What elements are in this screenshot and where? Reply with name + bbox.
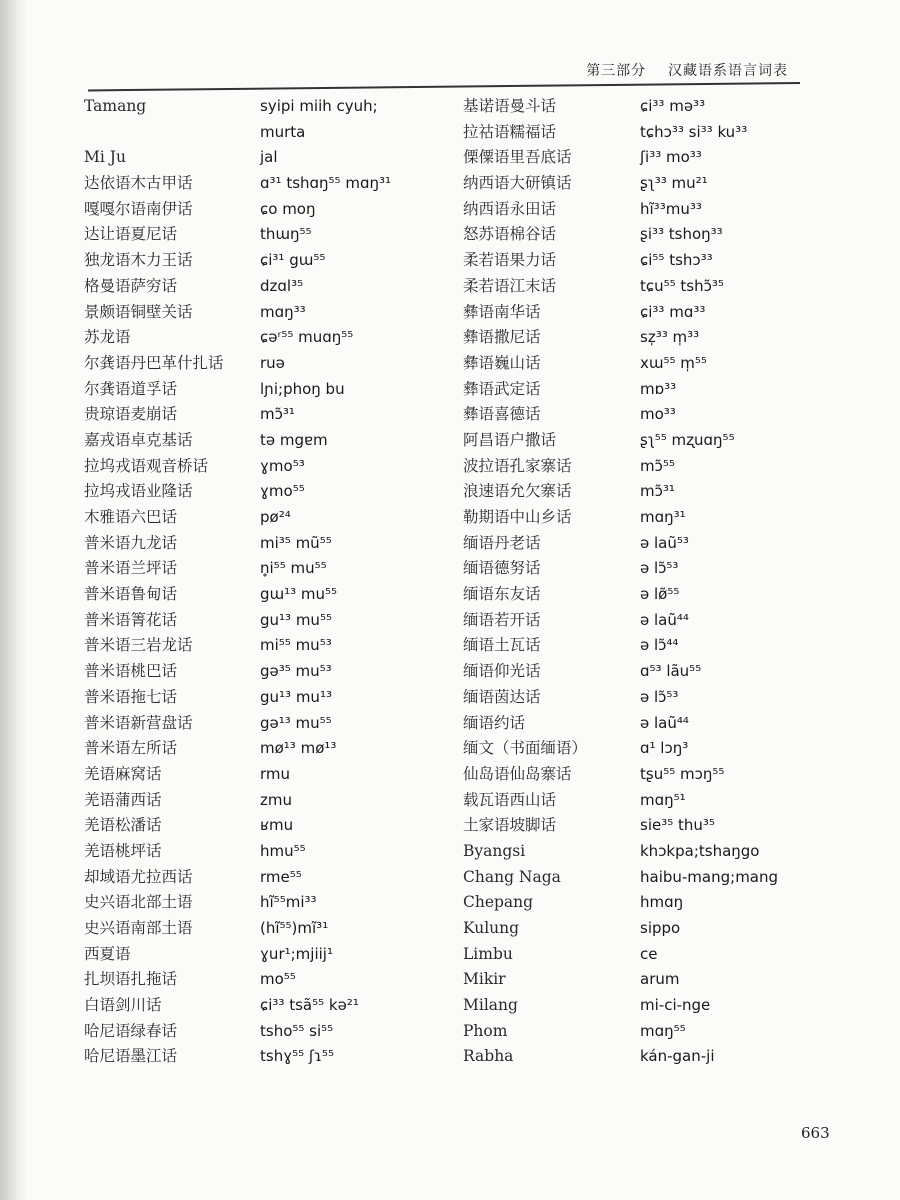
word-form: ə lø̃⁵⁵ (640, 585, 680, 604)
word-form: mɑŋ³¹ (640, 508, 686, 526)
word-form: gu¹³ mu⁵⁵ (260, 610, 332, 629)
header-title: 汉藏语系语言词表 (668, 63, 788, 79)
language-name: 贵琼语麦崩话 (84, 405, 178, 424)
left-language-column (84, 94, 254, 1070)
word-form: ʂʅ³³ mu²¹ (640, 174, 708, 193)
language-name: 土家语坡脚话 (463, 816, 557, 835)
word-form: thɯŋ⁵⁵ (260, 225, 312, 244)
word-form: haibu-mang;mang (640, 867, 779, 886)
language-name: 柔若语江末话 (463, 276, 557, 295)
running-header (586, 60, 788, 80)
language-name: 纳西语大研镇话 (463, 174, 572, 193)
language-name: 彝语南华话 (463, 302, 541, 321)
language-name: 格曼语萨穷话 (84, 276, 178, 295)
word-form: zmu (260, 790, 292, 809)
language-name: 缅语仰光话 (463, 662, 541, 681)
language-name: 哈尼语墨江话 (84, 1047, 178, 1066)
word-form: ɣmo⁵⁵ (260, 482, 305, 501)
language-name: 缅语东友话 (463, 585, 541, 604)
word-form: sippo (640, 919, 681, 937)
word-form: ʁmu (260, 816, 294, 835)
word-form: mi-ci-nge (640, 996, 711, 1015)
language-name: 基诺语曼斗话 (463, 97, 557, 115)
language-name: 普米语箐花话 (84, 610, 178, 629)
header-part: 第三部分 (586, 63, 647, 79)
word-form: ɑ⁵³ lãu⁵⁵ (640, 662, 702, 681)
language-name: Mikir (463, 970, 506, 989)
word-form: gə³⁵ mu⁵³ (260, 662, 332, 681)
language-name: 史兴语北部土语 (84, 893, 193, 912)
word-form: mø¹³ mø¹³ (260, 739, 337, 758)
header-rule (88, 82, 800, 91)
language-name: 阿昌语户撒话 (463, 430, 557, 449)
language-name: 羌语桃坪话 (84, 841, 162, 860)
word-form: tə mgɐm (260, 430, 328, 449)
language-name: 彝语喜德话 (463, 405, 541, 424)
word-form: khɔkpa;tshaŋgo (640, 841, 760, 860)
word-form: ɕi³³ mɑ³³ (640, 302, 706, 321)
language-name: 缅语若开话 (463, 610, 541, 629)
language-name: 拉祜语糯福话 (463, 122, 557, 141)
language-name: 勒期语中山乡话 (463, 508, 572, 526)
word-form: tɕu⁵⁵ tshɔ̃³⁵ (640, 276, 724, 295)
language-name: Kulung (463, 919, 520, 937)
word-form: ɕi⁵⁵ tshɔ³³ (640, 251, 713, 270)
word-form: sie³⁵ thu³⁵ (640, 816, 715, 835)
word-form: ɑ¹ lɔŋ³ (640, 739, 689, 758)
language-name: Milang (463, 996, 518, 1015)
word-form: jal (260, 148, 278, 167)
word-form: (hĩ⁵⁵)mĩ³¹ (260, 919, 329, 937)
word-form: rme⁵⁵ (260, 867, 302, 886)
language-name: Mi Ju (84, 148, 126, 167)
language-name: 拉坞戎语业隆话 (84, 482, 193, 501)
word-form: ə lɔ̃⁵³ (640, 559, 679, 578)
language-name: 木雅语六巴话 (84, 508, 178, 526)
language-name: 拉坞戎语观音桥话 (84, 456, 209, 475)
language-name: 怒苏语棉谷话 (463, 225, 557, 244)
language-name: 却域语尤拉西话 (84, 867, 193, 886)
language-name: 缅语德努话 (463, 559, 541, 578)
word-form: ɕi³³ mə³³ (640, 97, 706, 115)
language-name: 普米语兰坪话 (84, 559, 178, 578)
word-form: n̥i⁵⁵ mu⁵⁵ (260, 559, 327, 578)
word-form: ə lɔ̃⁵³ (640, 687, 679, 706)
word-form: lɲi;phoŋ bu (260, 379, 345, 398)
right-form-column (640, 94, 840, 1070)
word-form: mɑŋ⁵⁵ (640, 1021, 686, 1040)
word-form: ɕi³³ tsã⁵⁵ kə²¹ (260, 996, 359, 1015)
word-form: rmu (260, 764, 291, 783)
word-form: ʂi³³ tshoŋ³³ (640, 225, 723, 244)
language-name: 景颇语铜壁关话 (84, 302, 193, 321)
language-name: 苏龙语 (84, 328, 131, 347)
language-name: Chang Naga (463, 867, 561, 886)
word-form: dzɑl³⁵ (260, 276, 304, 295)
page-number: 663 (801, 1124, 830, 1142)
word-form: tsho⁵⁵ si⁵⁵ (260, 1021, 334, 1040)
word-form: tshɣ⁵⁵ ʃɿ⁵⁵ (260, 1047, 334, 1066)
language-name: 傈僳语里吾底话 (463, 148, 572, 167)
language-name: 嘉戎语卓克基话 (84, 430, 193, 449)
word-form: syipi miih cyuh; (260, 97, 378, 115)
language-name: Tamang (84, 97, 147, 115)
language-name: 彝语撒尼话 (463, 328, 541, 347)
language-name: 扎坝语扎拖话 (84, 970, 178, 989)
word-form: arum (640, 970, 680, 989)
language-name: Phom (463, 1021, 508, 1040)
word-form: kán-gan-ji (640, 1047, 715, 1066)
word-form: ɑ³¹ tshɑŋ⁵⁵ mɑŋ³¹ (260, 174, 392, 193)
language-name: 普米语鲁甸话 (84, 585, 178, 604)
language-name: 缅语土瓦话 (463, 636, 541, 655)
language-name: 缅语约话 (463, 713, 526, 732)
language-name: 白语剑川话 (84, 996, 162, 1015)
language-name: 彝语巍山话 (463, 353, 541, 372)
word-form: hmɑŋ (640, 893, 684, 912)
language-name: 纳西语永田话 (463, 199, 557, 218)
right-language-column (463, 94, 633, 1070)
language-name: 普米语九龙话 (84, 533, 178, 552)
word-form: ə lɔ̃⁴⁴ (640, 636, 679, 655)
language-name: 彝语武定话 (463, 379, 541, 398)
word-form: sz̩³³ m̩³³ (640, 328, 700, 347)
word-form: mɔ̃³¹ (260, 405, 295, 424)
language-name: 普米语新营盘话 (84, 713, 193, 732)
language-name: 缅语茵达话 (463, 687, 541, 706)
word-form: gɯ¹³ mu⁵⁵ (260, 585, 338, 604)
language-name: 普米语左所话 (84, 739, 178, 758)
left-form-column (260, 94, 450, 1070)
word-form: ə laũ⁴⁴ (640, 713, 689, 732)
word-form: mo³³ (640, 405, 676, 424)
language-name: Chepang (463, 893, 534, 912)
language-name: Rabha (463, 1047, 514, 1066)
word-form: mi⁵⁵ mu⁵³ (260, 636, 332, 655)
binding-shadow (0, 0, 28, 1200)
language-name: 尔龚语丹巴革什扎话 (84, 353, 224, 372)
language-name: Byangsi (463, 841, 526, 860)
word-form: ɕi³¹ gɯ⁵⁵ (260, 251, 326, 270)
word-form: hmu⁵⁵ (260, 841, 306, 860)
word-form: mɒ³³ (640, 379, 677, 398)
language-name: 缅文（书面缅语） (463, 739, 588, 758)
language-name: 普米语三岩龙话 (84, 636, 193, 655)
language-name: 普米语桃巴话 (84, 662, 178, 681)
word-form: ə laũ⁵³ (640, 533, 689, 552)
word-form: hĩ⁵⁵mi³³ (260, 893, 317, 912)
word-form: mi³⁵ mũ⁵⁵ (260, 533, 332, 552)
word-form: mo⁵⁵ (260, 970, 296, 989)
word-form: tʂu⁵⁵ mɔŋ⁵⁵ (640, 764, 725, 783)
language-name: 尔龚语道孚话 (84, 379, 178, 398)
language-name: 史兴语南部土语 (84, 919, 193, 937)
language-name: 哈尼语绿春话 (84, 1021, 178, 1040)
language-name: 独龙语木力王话 (84, 251, 193, 270)
word-form: murta (260, 122, 306, 141)
language-name: 柔若语果力话 (463, 251, 557, 270)
word-form: ɕəʳ⁵⁵ muɑŋ⁵⁵ (260, 328, 354, 347)
language-name: 达依语木古甲话 (84, 174, 193, 193)
word-form: ʃi³³ mo³³ (640, 148, 702, 167)
language-name: 浪速语允欠寨话 (463, 482, 572, 501)
word-form: ruə (260, 353, 285, 372)
word-form: mɑŋ⁵¹ (640, 790, 686, 809)
word-form: ce (640, 944, 658, 963)
language-name: 波拉语孔家寨话 (463, 456, 572, 475)
language-name: 嘎嘎尔语南伊话 (84, 199, 193, 218)
language-name: 达让语夏尼话 (84, 225, 178, 244)
language-name: 普米语拖七话 (84, 687, 178, 706)
language-name: 西夏语 (84, 944, 131, 963)
word-form: ʂʅ⁵⁵ mʐuɑŋ⁵⁵ (640, 430, 735, 449)
language-name: 缅语丹老话 (463, 533, 541, 552)
language-name: 载瓦语西山话 (463, 790, 557, 809)
language-name (84, 120, 254, 146)
language-name: 羌语麻窝话 (84, 764, 162, 783)
word-form: pø²⁴ (260, 508, 291, 526)
language-name: 仙岛语仙岛寨话 (463, 764, 572, 783)
language-name: 羌语蒲西话 (84, 790, 162, 809)
word-form: mɑŋ³³ (260, 302, 306, 321)
word-form: xɯ⁵⁵ m̩⁵⁵ (640, 353, 707, 372)
word-form: ɣmo⁵³ (260, 456, 305, 475)
language-name: 羌语松潘话 (84, 816, 162, 835)
language-name: Limbu (463, 944, 513, 963)
word-form: tɕhɔ³³ si³³ ku³³ (640, 122, 748, 141)
word-form: ɣur¹;mjiij¹ (260, 944, 333, 963)
word-form: mɔ̃⁵⁵ (640, 456, 675, 475)
word-form: gə¹³ mu⁵⁵ (260, 713, 332, 732)
word-form: gu¹³ mu¹³ (260, 687, 332, 706)
word-form: mɔ̃³¹ (640, 482, 675, 501)
word-form: ə laũ⁴⁴ (640, 610, 689, 629)
word-form: hĩ³³mu³³ (640, 199, 702, 218)
word-form: ɕo moŋ (260, 199, 316, 218)
